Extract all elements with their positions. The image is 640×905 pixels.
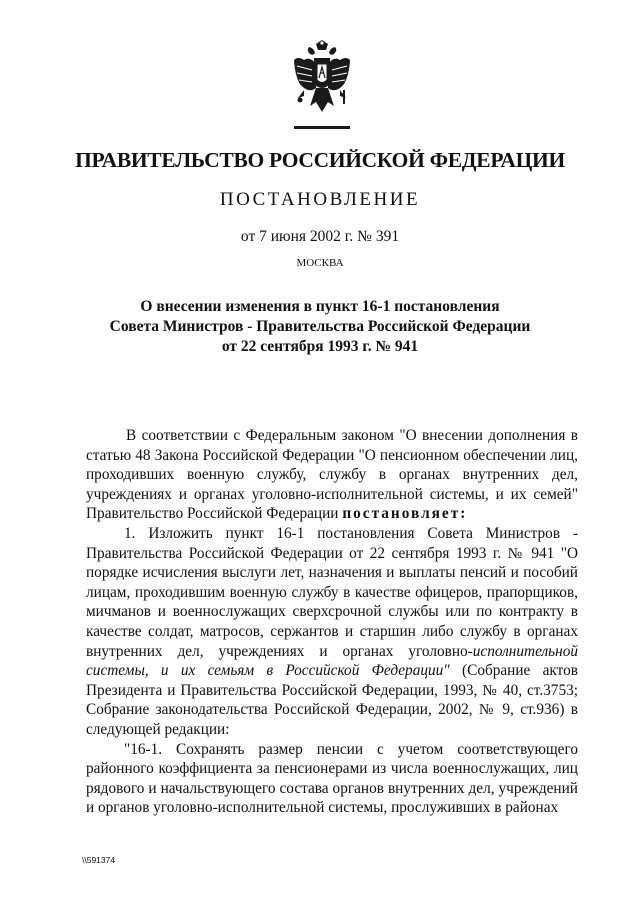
footer-document-code: \\591374 (82, 855, 116, 865)
decree-word: постановляет: (342, 505, 468, 523)
document-subject (0, 297, 640, 357)
document-type: ПОСТАНОВЛЕНИЕ (219, 189, 421, 210)
subject-line: от 22 сентября 1993 г. № 941 (221, 338, 419, 355)
russian-coat-of-arms-icon (292, 40, 352, 132)
item-1-paragraph (86, 524, 578, 740)
item-1-source-text: (Собрание актов Президента и Правительства Российской Федерации, 1993, № 40, ст.3753; Собрание законодательства Российской Федерации, 2002, № 9, ст.936) в следующей редакции: (86, 662, 579, 738)
subject-line: О внесении изменения в пункт 16-1 постановления (140, 298, 500, 315)
subject-line: Совета Министров - Правительства Российской Федерации (109, 318, 531, 335)
document-date: от 7 июня 2002 г. № 391 (240, 228, 400, 245)
intro-paragraph (86, 426, 578, 524)
item-1-text: 1. Изложить пункт 16-1 постановления Совета Министров - Правительства Российской Федерации от 22 сентября 1993 г. № 941 "О порядке исчисления выслуги лет, назначения и выплаты пенсий и пособий лицам, проходившим военную службу в качестве офицеров, прапорщиков, мичманов и военнослужащих сверхсрочной службы или по контракту в качестве солдат, матросов, сержантов и старшин либо службу в органах внутренних дел, учреждениях и органах уголовно- (86, 524, 578, 660)
intro-text: В соответствии с Федеральным законом "О внесении дополнения в статью 48 Закона Российской Федерации "О пенсионном обеспечении лиц, проходивших военную службу, службу в органах внутренних дел, учреждениях и органах уголовно-исполнительной системы, и их семей" Правительство Российской Федерации (86, 427, 578, 523)
document-body (86, 426, 578, 818)
document-city: МОСКВА (296, 257, 344, 269)
quoted-paragraph: "16-1. Сохранять размер пенсии с учетом соответствующего районного коэффициента за пенсионерами из числа военнослужащих, лиц рядового и начальствующего состава органов внутренних дел, учреждений и органов уголовно-исполнительной системы, прослуживших в районах (86, 740, 578, 817)
item-1-italic-text: исполнительной системы, и их семьям в Российской Федерации" (86, 642, 578, 680)
government-title: ПРАВИТЕЛЬСТВО РОССИЙСКОЙ ФЕДЕРАЦИИ (75, 148, 565, 172)
